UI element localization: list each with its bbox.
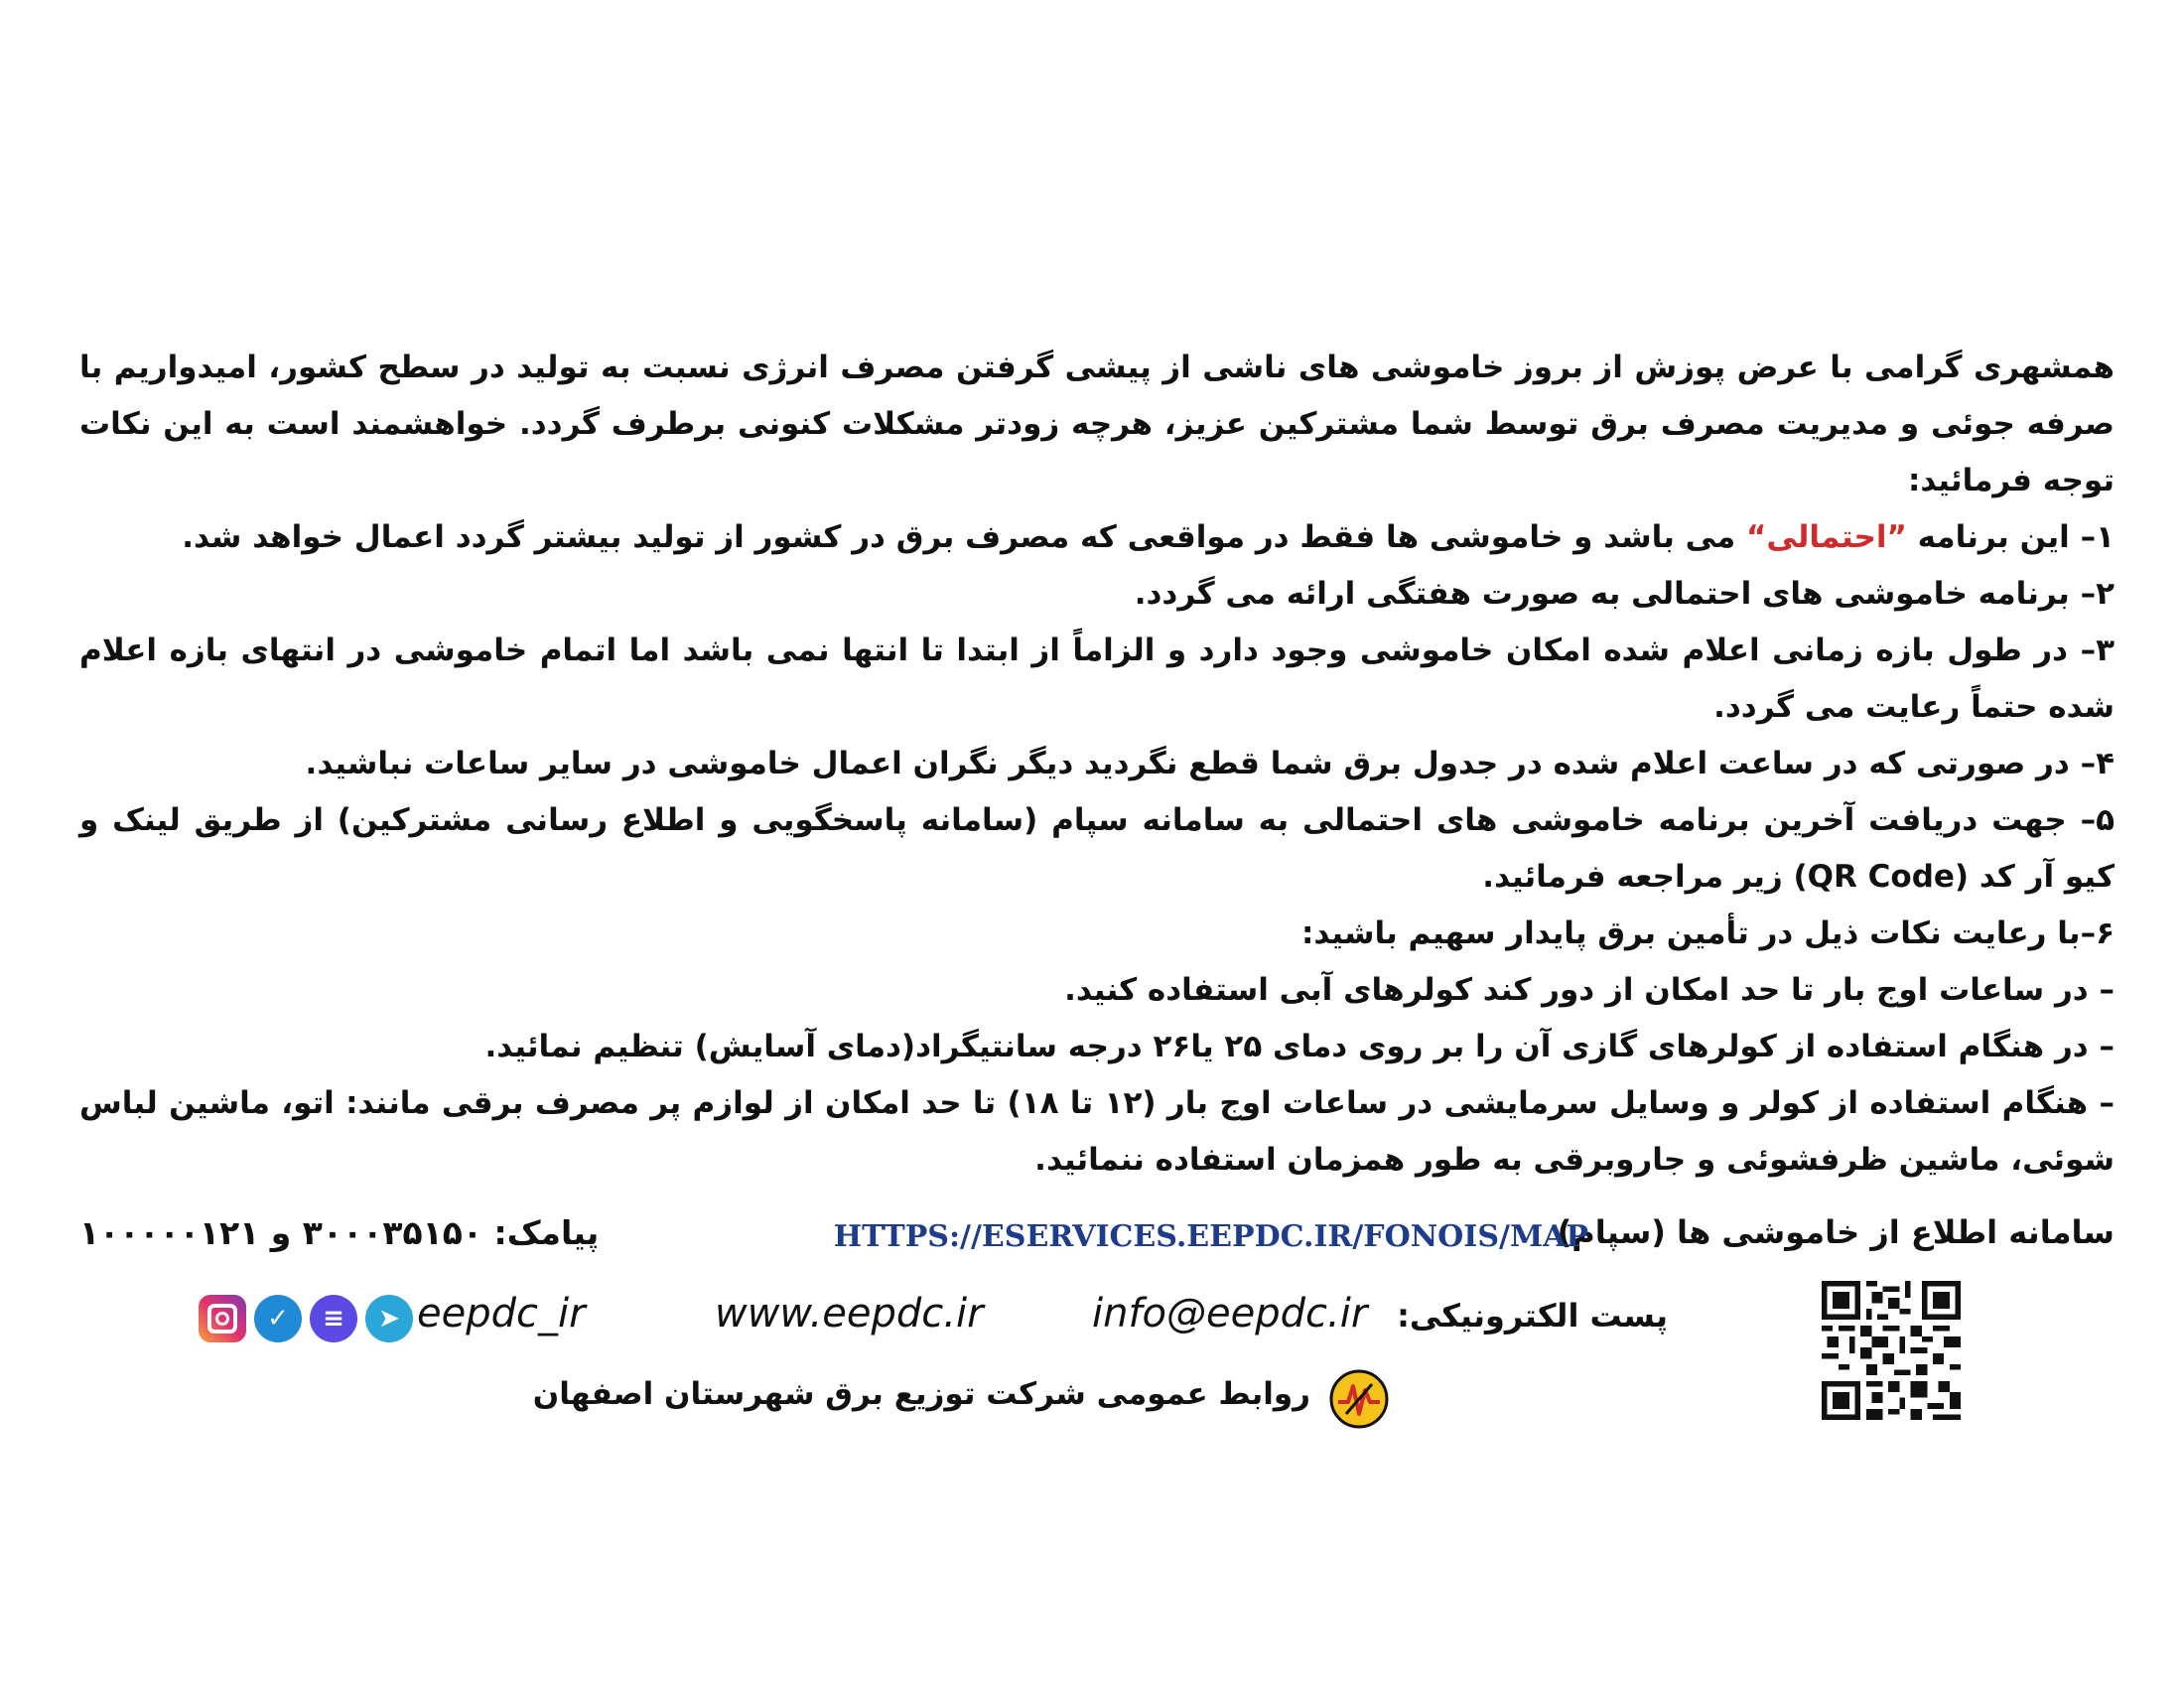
messenger-icon[interactable]: ≡ [310, 1295, 357, 1342]
telegram-icon[interactable]: ➤ [365, 1295, 413, 1342]
instagram-icon[interactable] [199, 1295, 246, 1342]
siam-title: سامانه اطلاع از خاموشی ها (سپام) [1557, 1213, 2115, 1251]
social-icons [199, 1295, 413, 1342]
website-link[interactable]: www.eepdc.ir [715, 1291, 984, 1336]
notice-item-6: ۶–با رعایت نکات ذیل در تأمین برق پایدار سهیم باشید: [1301, 915, 2115, 951]
sms-numbers: پیامک: ۳۰۰۰۳۵۱۵۰ و ۱۰۰۰۰۰۱۲۱ [79, 1213, 600, 1252]
email-link[interactable]: info@eepdc.ir [1092, 1291, 1368, 1336]
tip-3: – هنگام استفاده از کولر و وسایل سرمایشی در ساعات اوج بار (۱۲ تا ۱۸) تا حد امکان از لوازم پر مصرف برقی مانند: اتو، ماشین لباس شوئی، ماشین ظرفشوئی و جاروبرقی به طور همزمان استفاده ننمائید. [79, 1085, 2115, 1178]
notice-item-4: ۴– در صورتی که در ساعت اعلام شده در جدول برق شما قطع نگردید دیگر نگران اعمال خاموشی در سایر ساعات نباشید. [305, 746, 2115, 781]
public-relations-text: روابط عمومی شرکت توزیع برق شهرستان اصفهان [532, 1376, 1310, 1412]
qr-code-icon[interactable] [1822, 1281, 1961, 1420]
verified-check-icon[interactable]: ✓ [254, 1295, 302, 1342]
company-logo-icon [1328, 1368, 1390, 1430]
footer-siam-row [79, 1213, 2115, 1265]
siam-link[interactable]: HTTPS://ESERVICES.EEPDC.IR/FONOIS/MAP [833, 1219, 1588, 1254]
notice-item-5: ۵– جهت دریافت آخرین برنامه خاموشی های احتمالی به سامانه سپام (سامانه پاسخگویی و اطلاع رسانی مشترکین) از طریق لینک و کیو آر کد (QR Code) زیر مراجعه فرمائید. [79, 802, 2115, 895]
tip-1: – در ساعات اوج بار تا حد امکان از دور کند کولرهای آبی استفاده کنید. [1064, 972, 2115, 1008]
notice-item-1 [79, 509, 2115, 566]
item-1-text-start: ۱– این برنامه [1906, 519, 2115, 555]
item-1-text-end: می باشد و خاموشی ها فقط در مواقعی که مصرف برق در کشور از تولید بیشتر گردد اعمال خواهد شد. [182, 519, 1747, 555]
email-label: پست الکترونیکی: [1397, 1297, 1668, 1335]
notice-item-2: ۲– برنامه خاموشی های احتمالی به صورت هفتگی ارائه می گردد. [1134, 576, 2115, 612]
notice-intro: همشهری گرامی با عرض پوزش از بروز خاموشی های ناشی از پیشی گرفتن مصرف انرژی نسبت به تولید در سطح کشور، امیدواریم با صرفه جوئی و مدیریت مصرف برق توسط شما مشترکین عزیز، هرچه زودتر مشکلات کنونی برطرف گردد. خواهشمند است به این نکات توجه فرمائید: [79, 350, 2115, 498]
probable-highlight: ”احتمالی“ [1746, 519, 1907, 555]
footer-contact-row [79, 1291, 2115, 1350]
tip-2: – در هنگام استفاده از کولرهای گازی آن را بر روی دمای ۲۵ یا۲۶ درجه سانتیگراد(دمای آسایش) تنظیم نمائید. [484, 1029, 2115, 1064]
social-handle[interactable]: eepdc_ir [417, 1291, 586, 1336]
public-relations-row [532, 1368, 1390, 1428]
notice-item-3: ۳– در طول بازه زمانی اعلام شده امکان خاموشی وجود دارد و الزاماً از ابتدا تا انتها نمی باشد اما اتمام خاموشی در انتهای بازه اعلام شده حتماً رعایت می گردد. [79, 633, 2115, 725]
notice-body [79, 340, 2115, 1189]
